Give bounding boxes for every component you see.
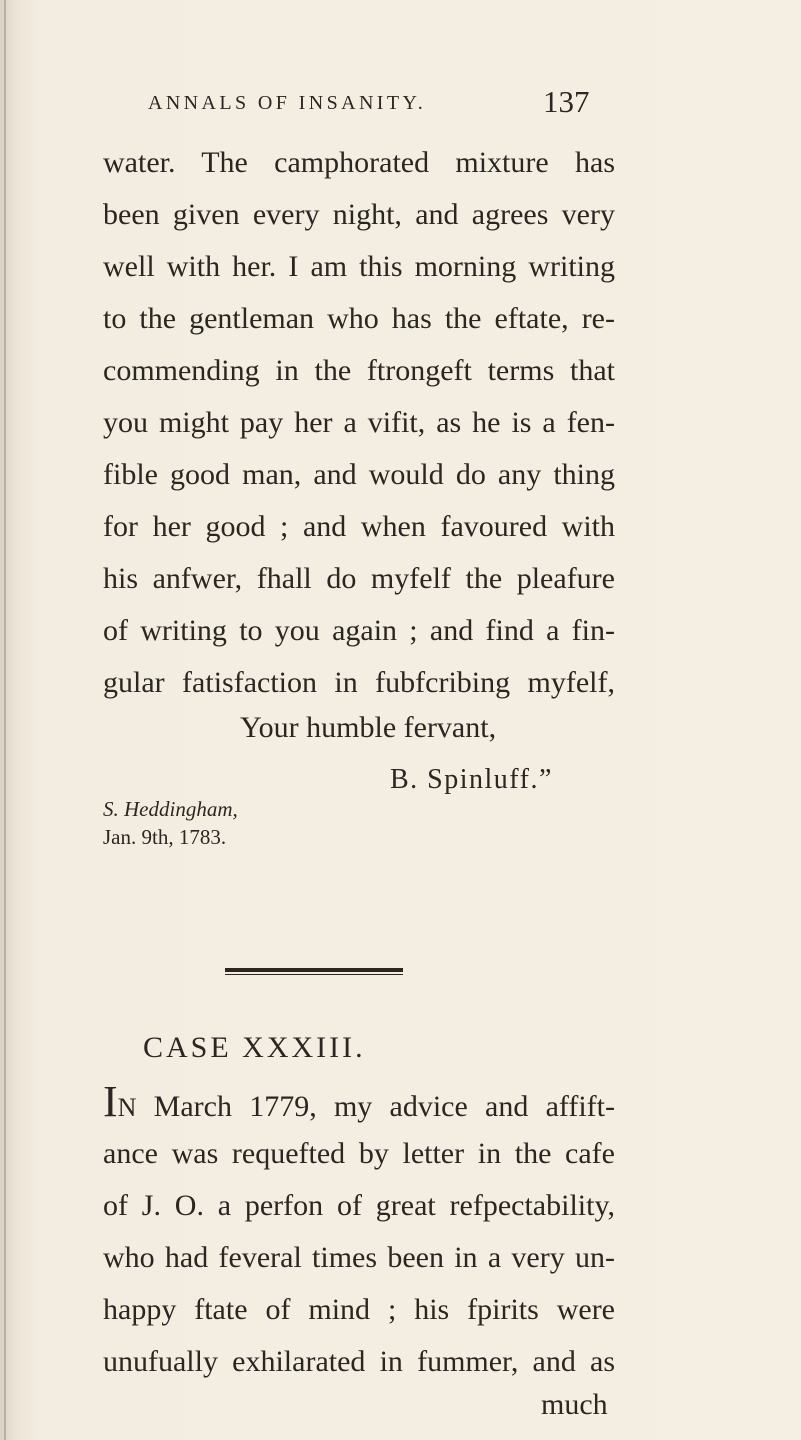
page-number: 137 [543,84,590,119]
letter-line: for her good ; and when favoured with [103,510,615,543]
case-line: who had feveral times been in a very un- [103,1241,615,1274]
letter-line: fible good man, and would do any thing [103,458,615,491]
letter-line: well with her. I am this morning writing [103,250,615,283]
case-line: unufually exhilarated in fummer, and as [103,1345,615,1378]
letter-closing: Your humble fervant, [240,711,497,744]
drop-cap: I [103,1077,118,1126]
letter-line: water. The camphorated mixture has [103,146,615,179]
section-divider-thin [225,974,403,975]
page-header [148,84,628,128]
letter-place: S. Heddingham, [103,797,238,821]
running-head: ANNALS OF INSANITY. [148,92,427,114]
page-gutter-edge [4,0,6,1440]
case-line: happy ftate of mind ; his fpirits were [103,1293,615,1326]
letter-line: commending in the ftrongeft terms that [103,354,615,387]
case-first-line [103,1077,615,1126]
first-word-rest: N [117,1093,137,1122]
letter-line: been given every night, and agrees very [103,198,615,231]
letter-line: his anfwer, fhall do myfelf the pleafure [103,562,615,595]
case-line: of J. O. a perfon of great refpectability, [103,1189,615,1222]
letter-signature: B. Spinluff.” [390,764,553,795]
letter-line: to the gentleman who has the eftate, re- [103,302,615,335]
letter-date: Jan. 9th, 1783. [103,825,227,849]
catchword: much [541,1388,608,1421]
letter-line: you might pay her a vifit, as he is a fen- [103,406,615,439]
case-title: CASE XXXIII. [143,1031,366,1064]
case-line: ance was requefted by letter in the cafe [103,1137,615,1170]
case-line-text: March 1779, my advice and affift- [136,1090,615,1123]
letter-line: of writing to you again ; and find a fin- [103,614,615,647]
letter-line: gular fatisfaction in fubfcribing myfelf, [103,666,615,699]
section-divider [225,968,403,972]
